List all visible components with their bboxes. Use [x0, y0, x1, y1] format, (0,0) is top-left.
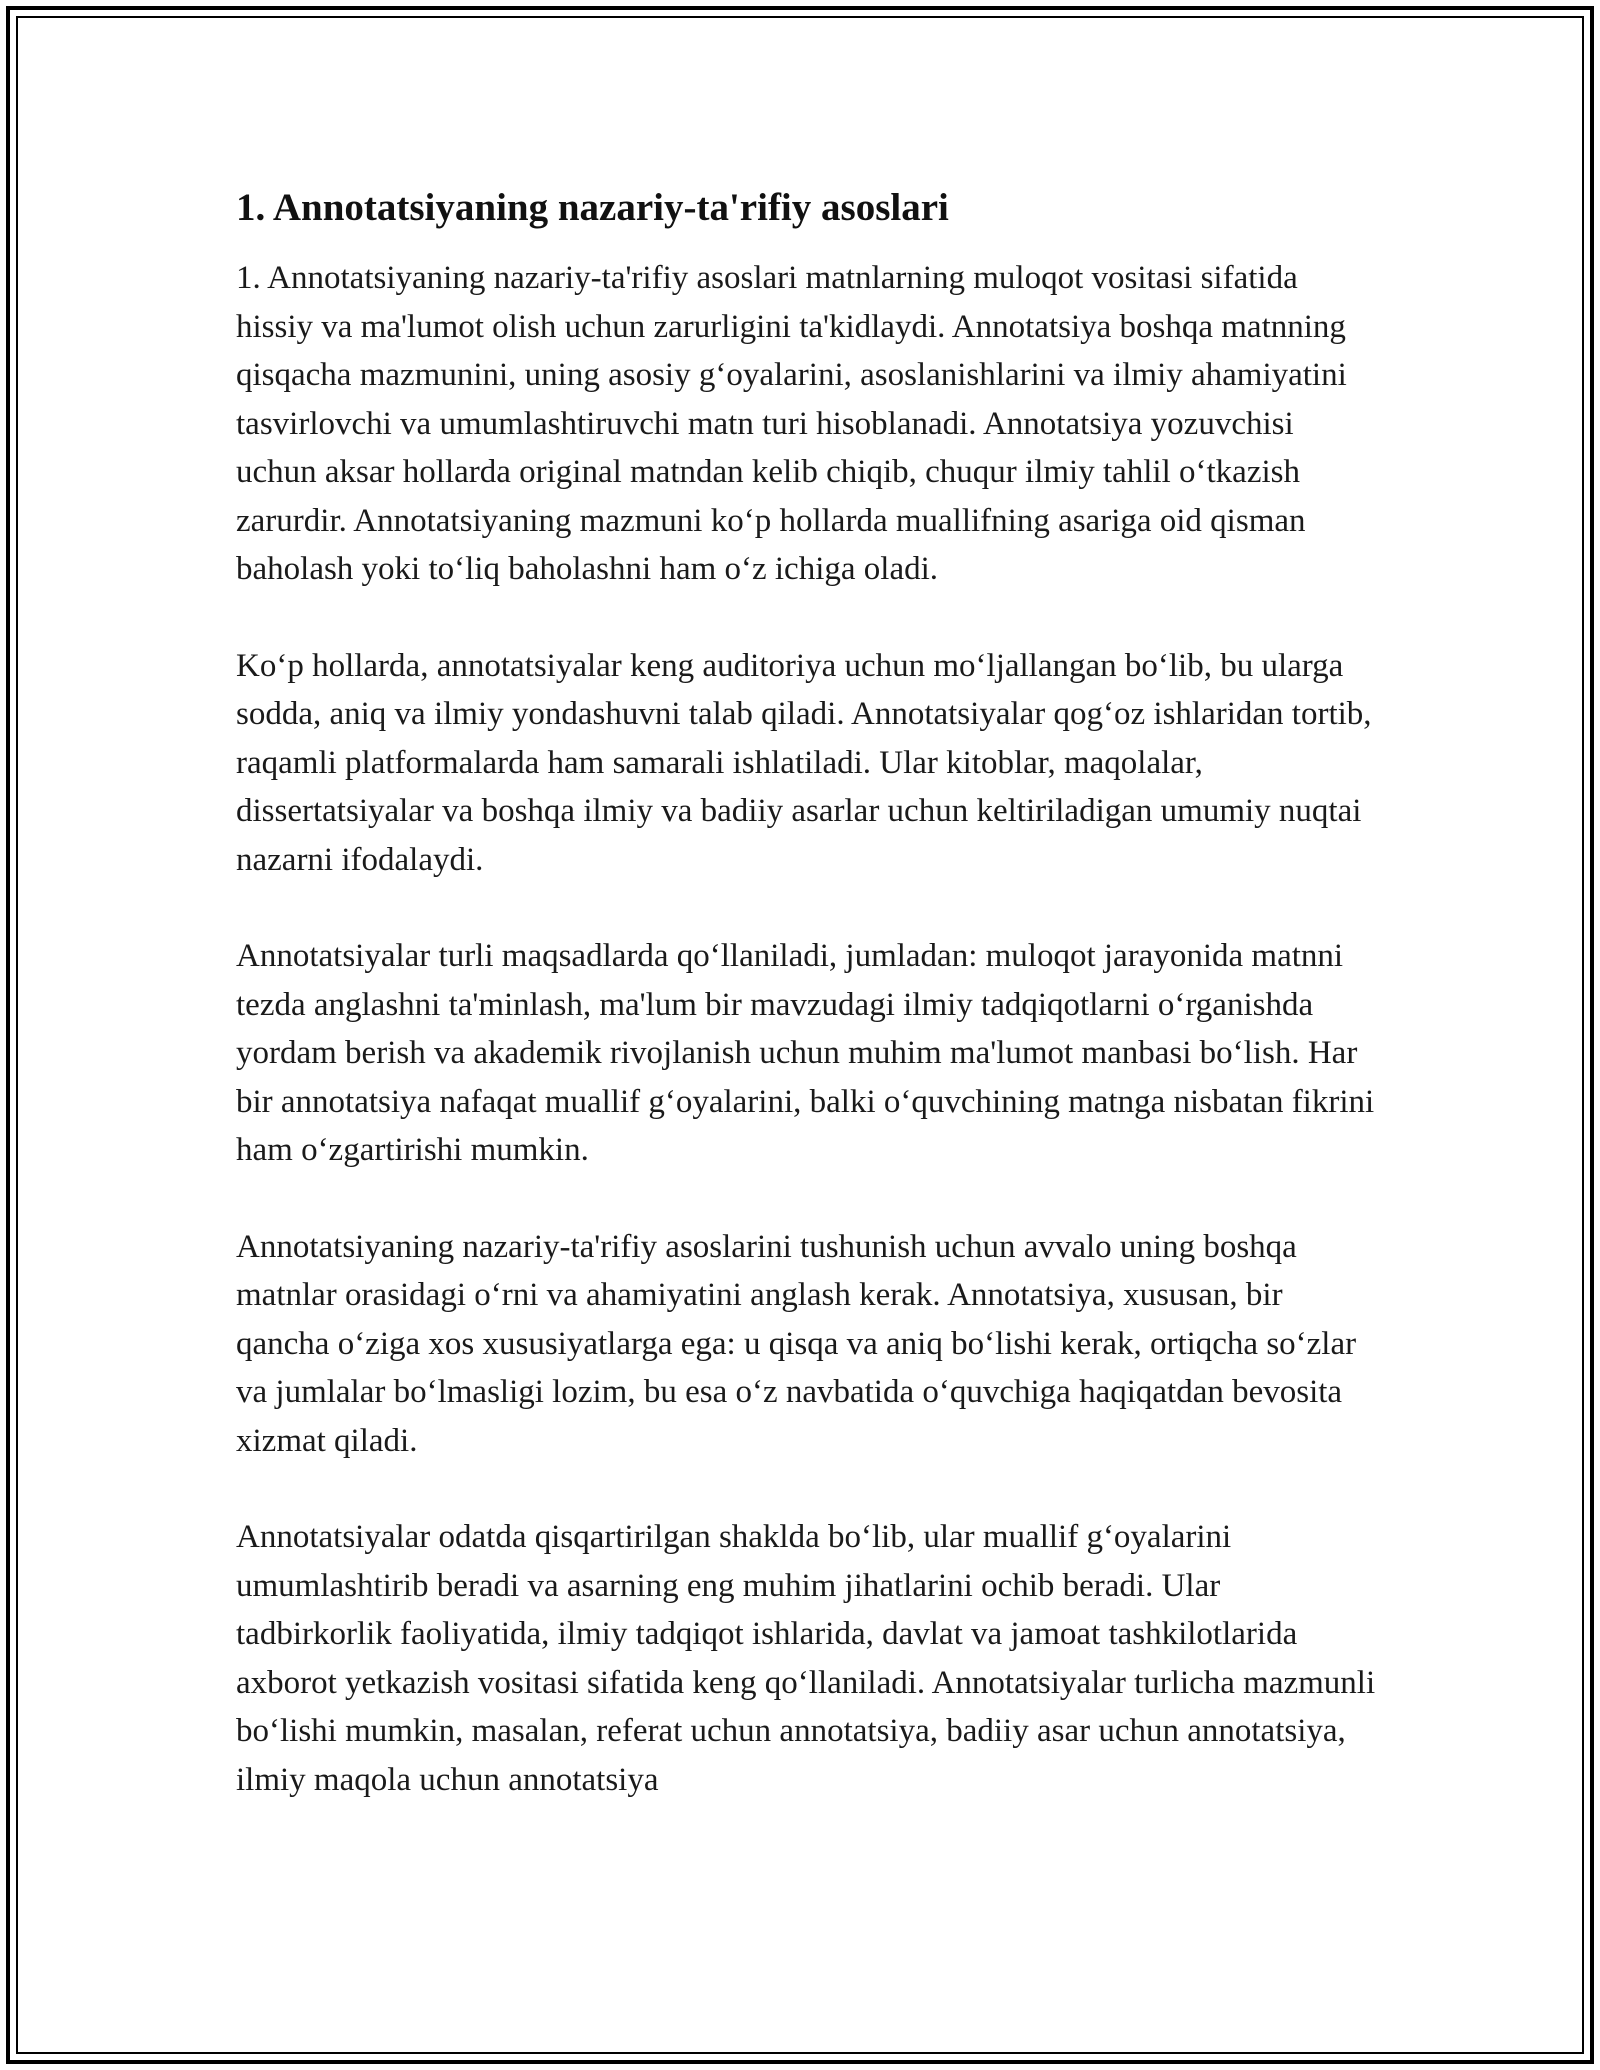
paragraph-2: Ko‘p hollarda, annotatsiyalar keng auditoriya uchun mo‘ljallangan bo‘lib, bu ularga sodda, aniq va ilmiy yondashuvni talab qiladi. Annotatsiyalar qog‘oz ishlaridan tortib, raqamli platformalarda ham samarali ishlatiladi. Ular kitoblar, maqolalar, dissertatsiyalar va boshqa ilmiy va badiiy asarlar uchun keltiriladigan umumiy nuqtai nazarni ifodalaydi. — [236, 647, 1372, 878]
paragraph-5: Annotatsiyalar odatda qisqartirilgan shaklda bo‘lib, ular muallif g‘oyalarini umumlashtirib beradi va asarning eng muhim jihatlarini ochib beradi. Ular tadbirkorlik faoliyatida, ilmiy tadqiqot ishlarida, davlat va jamoat tashkilotlarida axborot yetkazish vositasi sifatida keng qo‘llaniladi. Annotatsiyalar turlicha mazmunli bo‘lishi mumkin, masalan, referat uchun annotatsiya, badiiy asar uchun annotatsiya, ilmiy maqola uchun annotatsiya — [236, 1519, 1376, 1798]
paragraph-3: Annotatsiyalar turli maqsadlarda qo‘llaniladi, jumladan: muloqot jarayonida matnni tezda anglashni ta'minlash, ma'lum bir mavzudagi ilmiy tadqiqotlarni o‘rganishda yordam berish va akademik rivojlanish uchun muhim ma'lumot manbasi bo‘lish. Har bir annotatsiya nafaqat muallif g‘oyalarini, balki o‘quvchining matnga nisbatan fikrini ham o‘zgartirishi mumkin. — [236, 938, 1375, 1168]
document-body — [236, 184, 1376, 1804]
section-heading: 1. Annotatsiyaning nazariy-ta'rifiy asoslari — [236, 186, 949, 229]
paragraph-1: 1. Annotatsiyaning nazariy-ta'rifiy asoslari matnlarning muloqot vositasi sifatida hissiy va ma'lumot olish uchun zarurligini ta'kidlaydi. Annotatsiya boshqa matnning qisqacha mazmunini, uning asosiy g‘oyalarini, asoslanishlarini va ilmiy ahamiyatini tasvirlovchi va umumlashtiruvchi matn turi hisoblanadi. Annotatsiya yozuvchisi uchun aksar hollarda original matndan kelib chiqib, chuqur ilmiy tahlil o‘tkazish zarurdir. Annotatsiyaning mazmuni ko‘p hollarda muallifning asariga oid qisman baholash yoki to‘liq baholashni ham o‘z ichiga oladi. — [236, 260, 1347, 587]
paragraph-4: Annotatsiyaning nazariy-ta'rifiy asoslarini tushunish uchun avvalo uning boshqa matnlar orasidagi o‘rni va ahamiyatini anglash kerak. Annotatsiya, xususan, bir qancha o‘ziga xos xususiyatlarga ega: u qisqa va aniq bo‘lishi kerak, ortiqcha so‘zlar va jumlalar bo‘lmasligi lozim, bu esa o‘z navbatida o‘quvchiga haqiqatdan bevosita xizmat qiladi. — [236, 1228, 1357, 1459]
